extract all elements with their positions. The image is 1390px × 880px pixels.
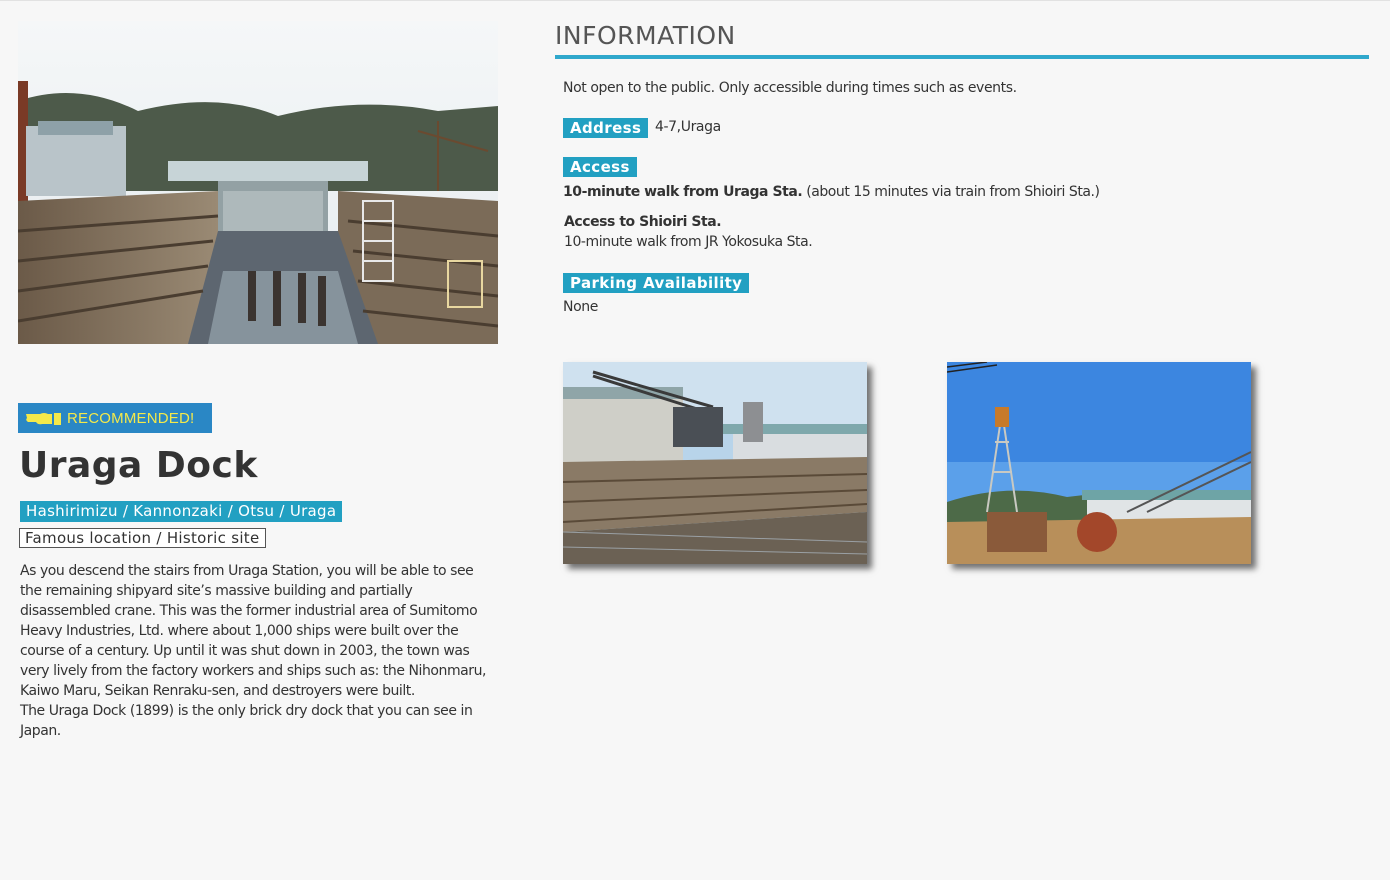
area-tag[interactable]: Hashirimizu / Kannonzaki / Otsu / Uraga	[20, 501, 342, 522]
parking-label: Parking Availability	[563, 273, 749, 293]
recommended-badge	[18, 403, 212, 433]
access-sub-value: 10-minute walk from JR Yokosuka Sta.	[564, 234, 813, 250]
description-paragraph: As you descend the stairs from Uraga Station, you will be able to see the remaining shipyard site’s massive building and partially disassembled crane. This was the former industrial area of Sumitomo Heavy Industries, Ltd. where about 1,000 ships were built over the course of a century. Up until it was shut down in 2003, the town was very lively from the factory workers and ships such as: the Nihonmaru, Kaiwo Maru, Seikan Renraku-sen, and destroyers were built.	[20, 563, 486, 699]
parking-value: None	[563, 299, 598, 315]
rusted-crane-image	[947, 362, 1251, 564]
address-label: Address	[563, 118, 648, 138]
spot-title: Uraga Dock	[19, 445, 258, 486]
gallery-photo-rusted-crane[interactable]	[947, 362, 1251, 564]
recommended-label: RECOMMENDED!	[67, 409, 195, 427]
access-notice: Not open to the public. Only accessible during times such as events.	[563, 80, 1017, 96]
access-main-rest: (about 15 minutes via train from Shioiri Sta.)	[802, 184, 1100, 200]
access-main	[563, 184, 1100, 200]
gallery-photo-crane-dock[interactable]	[563, 362, 867, 564]
pointing-hand-icon	[24, 408, 64, 428]
spot-description	[20, 561, 498, 741]
hero-dock-image	[18, 21, 498, 344]
information-heading	[555, 21, 1369, 59]
category-tag[interactable]: Famous location / Historic site	[19, 528, 266, 548]
access-sub-title: Access to Shioiri Sta.	[564, 214, 722, 230]
description-paragraph: The Uraga Dock (1899) is the only brick dry dock that you can see in Japan.	[20, 703, 473, 739]
information-heading-text: INFORMATION	[555, 21, 736, 50]
address-value: 4-7,Uraga	[655, 119, 721, 135]
hero-photo	[18, 21, 498, 344]
crane-dock-image	[563, 362, 867, 564]
access-label: Access	[563, 157, 637, 177]
access-main-bold: 10-minute walk from Uraga Sta.	[563, 184, 803, 200]
